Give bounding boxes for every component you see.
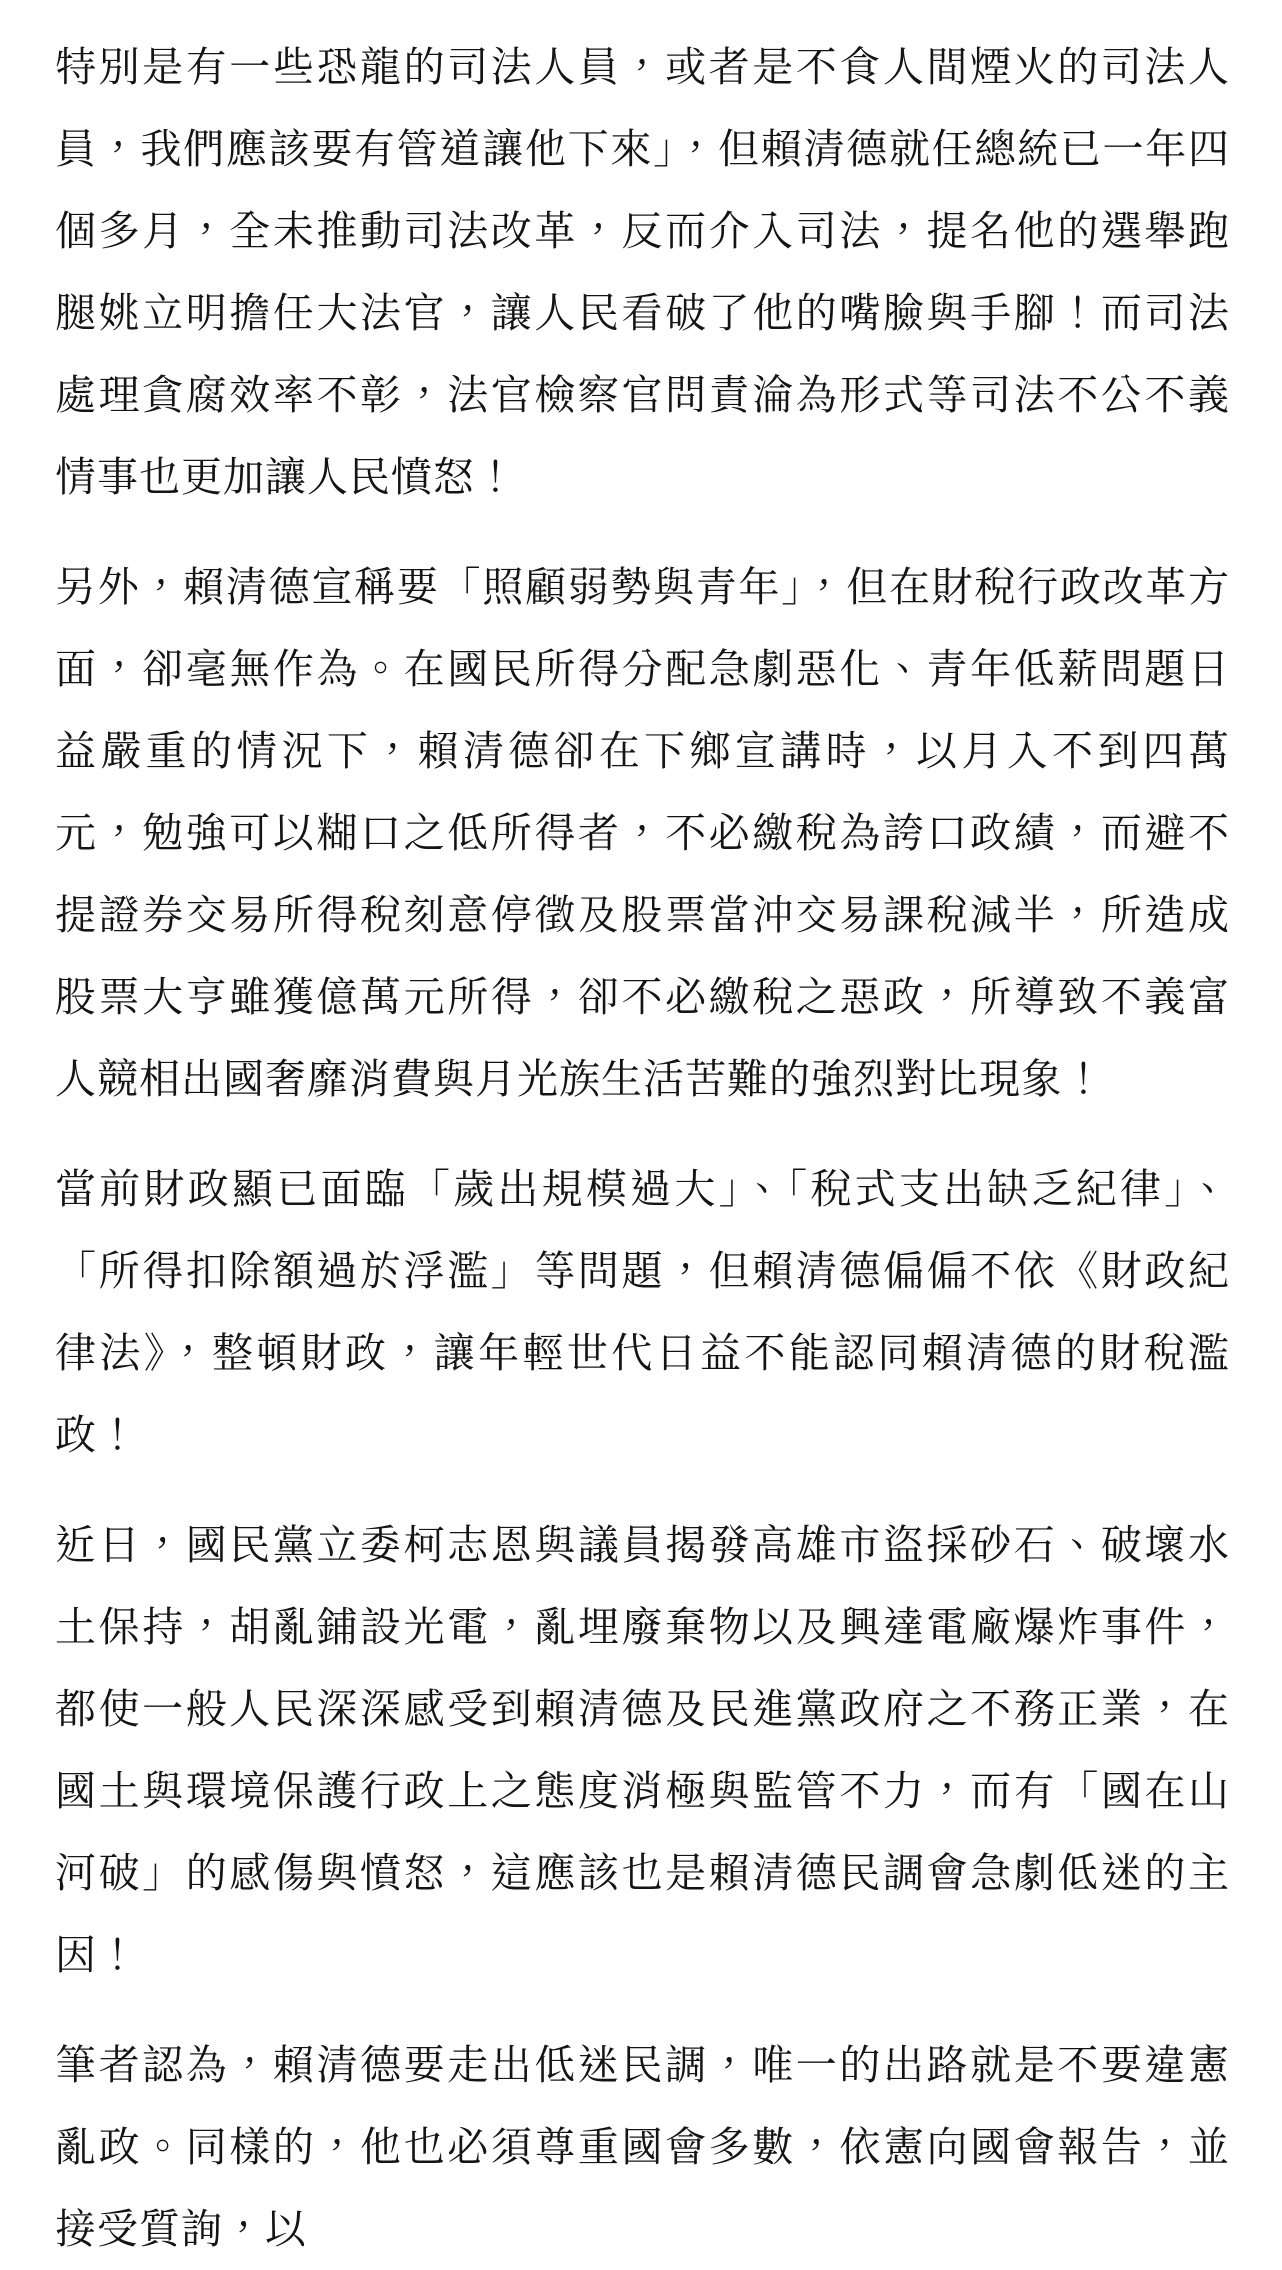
- paragraph-kaohsiung-scandals: 近日，國民黨立委柯志恩與議員揭發高雄市盜採砂石、破壞水土保持，胡亂鋪設光電，亂埋廢棄物以及興達電廠爆炸事件，都使一般人民深深感受到賴清德及民進黨政府之不務正業，在國土與環境保護行政上之態度消極與監管不力，而有「國在山河破」的感傷與憤怒，這應該也是賴清德民調會急劇低迷的主因！: [55, 1521, 1230, 1979]
- paragraph-tax-administration: 另外，賴清德宣稱要「照顧弱勢與青年」，但在財稅行政改革方面，卻毫無作為。在國民所得分配急劇惡化、青年低薪問題日益嚴重的情況下，賴清德卻在下鄉宣講時，以月入不到四萬元，勉強可以糊口之低所得者，不必繳稅為誇口政績，而避不提證券交易所得稅刻意停徵及股票當沖交易課稅減半，所造成股票大亨雖獲億萬元所得，卻不必繳稅之惡政，所導致不義富人競相出國奢靡消費與月光族生活苦難的強烈對比現象！: [55, 563, 1230, 1103]
- paragraph-fiscal-discipline: 當前財政顯已面臨「歲出規模過大」、「稅式支出缺乏紀律」、「所得扣除額過於浮濫」等問題，但賴清德偏偏不依《財政紀律法》，整頓財政，讓年輕世代日益不能認同賴清德的財稅濫政！: [55, 1165, 1230, 1459]
- paragraph-author-conclusion: 筆者認為，賴清德要走出低迷民調，唯一的出路就是不要違憲亂政。同樣的，他也必須尊重國會多數，依憲向國會報告，並接受質詢，以: [55, 2041, 1230, 2253]
- paragraph-judicial-reform: 特別是有一些恐龍的司法人員，或者是不食人間煙火的司法人員，我們應該要有管道讓他下來」，但賴清德就任總統已一年四個多月，全未推動司法改革，反而介入司法，提名他的選舉跑腿姚立明擔任大法官，讓人民看破了他的嘴臉與手腳！而司法處理貪腐效率不彰，法官檢察官問責淪為形式等司法不公不義情事也更加讓人民憤怒！: [55, 43, 1230, 501]
